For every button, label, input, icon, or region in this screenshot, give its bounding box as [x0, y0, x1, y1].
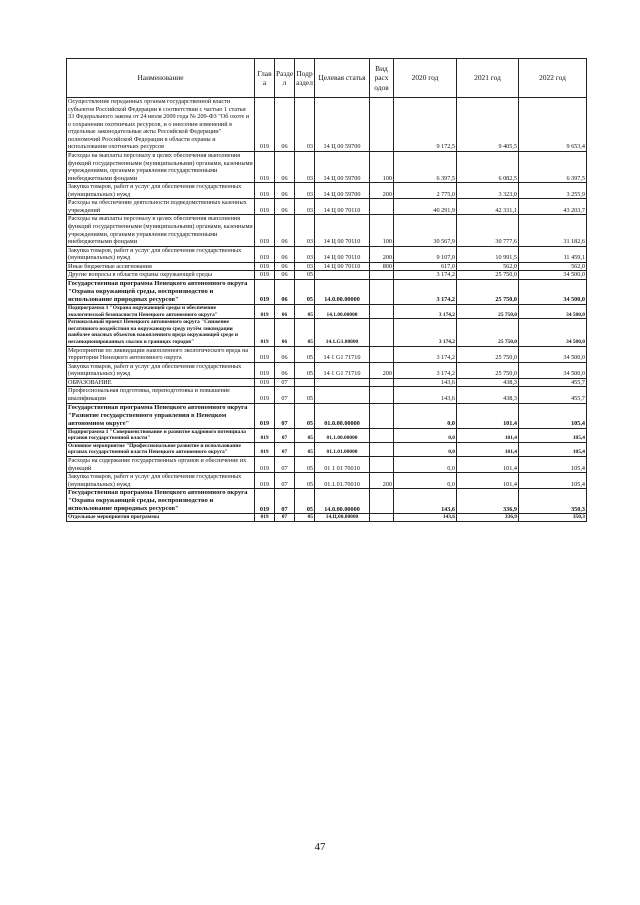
row-razdel-cell: 06	[275, 183, 295, 199]
row-statya-cell	[315, 271, 370, 280]
row-name-cell: Профессиональная подготовка, переподготовка и повышение квалификации	[67, 387, 255, 403]
row-2021-cell: 336,9	[457, 489, 519, 514]
row-2022-cell: 350,3	[519, 514, 587, 522]
row-podrazdel-cell: 03	[295, 98, 315, 152]
row-vid-cell	[370, 98, 394, 152]
row-glava-cell: 019	[255, 428, 275, 442]
row-glava-cell: 019	[255, 98, 275, 152]
row-glava-cell: 019	[255, 183, 275, 199]
table-row	[67, 378, 587, 387]
row-2022-cell: 34 500,0	[519, 319, 587, 346]
row-statya-cell: 14 Ц 00 59700	[315, 151, 370, 182]
row-name-cell: Расходы на выплаты персоналу в целях обеспечения выполнения функций государственными (муниципальными) органами, казенными учреждениями, органами управления государственными внебюджетными фондами	[68, 151, 253, 182]
row-name-cell: Закупка товаров, работ и услуг для обеспечения государственных (муниципальных) нужд	[67, 246, 255, 262]
row-razdel-cell: 07	[275, 473, 295, 489]
row-2022-cell: 562,0	[519, 262, 587, 271]
row-vid-cell	[370, 489, 394, 514]
header-vid: Вид расх одов	[370, 59, 394, 98]
row-vid-cell: 100	[370, 151, 394, 182]
row-podrazdel-cell: 05	[295, 279, 315, 304]
row-2022-cell: 455,7	[519, 378, 587, 387]
row-razdel-cell: 07	[275, 403, 295, 428]
row-statya-cell: 14 Ц 00 70110	[315, 199, 370, 215]
row-2021-cell: 101,4	[457, 442, 519, 456]
table-row	[67, 473, 587, 489]
row-2021-cell: 25 750,0	[457, 346, 519, 362]
row-2020-cell: 40 291,9	[394, 199, 457, 215]
row-glava-cell: 019	[255, 215, 275, 246]
table-row	[67, 215, 587, 246]
table-row	[67, 262, 587, 271]
row-glava-cell: 019	[255, 362, 275, 378]
row-glava-cell: 019	[255, 514, 275, 522]
row-2020-cell: 2 775,0	[394, 183, 457, 199]
row-2022-cell: 31 182,6	[519, 215, 587, 246]
row-podrazdel-cell: 03	[295, 262, 315, 271]
row-statya-cell: 14.0.00.00000	[315, 489, 370, 514]
row-2021-cell: 42 331,1	[457, 199, 519, 215]
table-row	[67, 271, 587, 280]
row-glava-cell: 019	[255, 305, 275, 319]
row-podrazdel-cell: 03	[295, 246, 315, 262]
row-2022-cell: 105,4	[519, 457, 587, 473]
header-2021: 2021 год	[457, 59, 519, 98]
row-2021-cell: 438,3	[457, 378, 519, 387]
row-statya-cell: 01 1 01 70010	[315, 457, 370, 473]
row-2020-cell: 3 174,2	[394, 319, 457, 346]
row-statya-cell: 14.Ц.00.00000	[315, 514, 370, 522]
row-2020-cell: 0,0	[394, 457, 457, 473]
row-glava-cell: 019	[255, 262, 275, 271]
row-razdel-cell: 06	[275, 199, 295, 215]
row-2022-cell: 350,3	[519, 489, 587, 514]
row-glava-cell: 019	[255, 319, 275, 346]
table-row	[67, 514, 587, 522]
row-2022-cell: 34 500,0	[519, 362, 587, 378]
row-2022-cell: 105,4	[519, 403, 587, 428]
row-razdel-cell: 07	[275, 514, 295, 522]
row-glava-cell: 019	[255, 403, 275, 428]
row-statya-cell: 01.1.01.70010	[315, 473, 370, 489]
row-podrazdel-cell: 05	[295, 473, 315, 489]
row-2021-cell: 25 750,0	[457, 279, 519, 304]
row-name-cell: Подпрограмма 1 "Охрана окружающей среды и обеспечение экологической безопасности Ненецкого автономного округа"	[67, 305, 255, 319]
row-vid-cell: 100	[370, 215, 394, 246]
row-podrazdel-cell: 05	[295, 387, 315, 403]
row-vid-cell	[370, 319, 394, 346]
row-statya-cell: 01.1.00.00000	[315, 428, 370, 442]
row-razdel-cell: 07	[275, 457, 295, 473]
row-razdel-cell: 06	[275, 305, 295, 319]
row-2022-cell: 43 203,7	[519, 199, 587, 215]
row-2020-cell: 143,6	[394, 489, 457, 514]
table-row	[67, 442, 587, 456]
row-2021-cell: 101,4	[457, 457, 519, 473]
row-2022-cell: 9 653,4	[519, 98, 587, 152]
row-razdel-cell: 06	[275, 346, 295, 362]
row-name-cell: Основное мероприятие "Профессиональное развитие и использование органах государственной власти Ненецкого автономного округа"	[67, 442, 255, 456]
row-statya-cell	[315, 378, 370, 387]
row-vid-cell	[370, 514, 394, 522]
row-statya-cell: 14 Ц 00 70110	[315, 246, 370, 262]
table-row	[67, 279, 587, 304]
budget-table	[66, 58, 587, 522]
row-2022-cell: 34 500,0	[519, 305, 587, 319]
row-name-cell: Закупка товаров, работ и услуг для обеспечения государственных (муниципальных) нужд	[67, 473, 255, 489]
row-2021-cell: 9 405,5	[457, 98, 519, 152]
row-vid-cell: 200	[370, 183, 394, 199]
row-vid-cell	[370, 378, 394, 387]
row-2021-cell: 101,4	[457, 428, 519, 442]
row-razdel-cell: 06	[275, 151, 295, 182]
row-vid-cell: 800	[370, 262, 394, 271]
row-name-cell: Другие вопросы в области охраны окружающей среды	[67, 271, 255, 280]
header-2020: 2020 год	[394, 59, 457, 98]
row-name-cell: Иные бюджетные ассигнования	[67, 262, 255, 271]
row-2022-cell: 34 500,0	[519, 271, 587, 280]
row-glava-cell: 019	[255, 246, 275, 262]
row-2021-cell: 25 750,0	[457, 305, 519, 319]
row-name-cell: ОБРАЗОВАНИЕ	[67, 378, 255, 387]
budget-page	[66, 58, 586, 522]
row-statya-cell: 14 Ц 00 59700	[315, 98, 370, 152]
table-row	[67, 362, 587, 378]
table-row	[67, 387, 587, 403]
table-row	[67, 305, 587, 319]
row-2021-cell: 25 750,0	[457, 362, 519, 378]
row-glava-cell: 019	[255, 489, 275, 514]
table-row	[67, 98, 587, 152]
row-vid-cell	[370, 403, 394, 428]
header-name: Наименование	[67, 59, 255, 98]
row-podrazdel-cell: 03	[295, 183, 315, 199]
row-razdel-cell: 06	[275, 362, 295, 378]
row-name-cell: Региональный проект Ненецкого автономного округа "Снижение негативного воздействия на окружающую среду путём ликвидации наиболее опасных объектов накопленного вреда окружающей среде и несанкционированных свалок в границах городов"	[67, 319, 255, 346]
row-name-cell: Осуществление переданных органам государственной власти субъектов Российской Федерации в соответствии с частью 1 статьи 33 Федерального закона от 24 июля 2009 года № 209-ФЗ "Об охоте и о сохранении охотничьих ресурсов, и о внесении изменений в отдельные законодательные акты Российской Федерации" полномочий Российской Федерации в области охраны и использования охотничьих ресурсов	[67, 98, 255, 152]
row-2022-cell: 11 459,1	[519, 246, 587, 262]
table-row	[67, 428, 587, 442]
row-vid-cell	[370, 279, 394, 304]
row-statya-cell	[315, 387, 370, 403]
row-2020-cell: 143,6	[394, 514, 457, 522]
row-razdel-cell: 07	[275, 489, 295, 514]
row-razdel-cell: 06	[275, 319, 295, 346]
row-statya-cell: 14 1 G1 71710	[315, 346, 370, 362]
row-podrazdel-cell: 03	[295, 151, 315, 182]
row-2020-cell: 0,0	[394, 403, 457, 428]
row-razdel-cell: 07	[275, 387, 295, 403]
row-statya-cell: 01.1.01.00000	[315, 442, 370, 456]
page-number: 47	[314, 841, 326, 853]
table-row	[67, 199, 587, 215]
row-statya-cell: 14 Ц 00 59700	[315, 183, 370, 199]
row-2022-cell: 34 500,0	[519, 279, 587, 304]
row-2021-cell: 6 082,5	[457, 151, 519, 182]
table-row	[67, 489, 587, 514]
row-2021-cell: 101,4	[457, 473, 519, 489]
row-razdel-cell: 07	[275, 378, 295, 387]
row-2021-cell: 438,3	[457, 387, 519, 403]
row-podrazdel-cell: 05	[295, 305, 315, 319]
row-2020-cell: 3 174,2	[394, 362, 457, 378]
row-2020-cell: 3 174,2	[394, 271, 457, 280]
row-2022-cell: 6 397,5	[519, 151, 587, 182]
row-podrazdel-cell: 03	[295, 215, 315, 246]
row-podrazdel-cell	[295, 378, 315, 387]
row-name-cell: Расходы на содержание государственных органов и обеспечение их функций	[67, 457, 255, 473]
row-vid-cell: 200	[370, 473, 394, 489]
row-name-cell: Государственная программа Ненецкого автономного округа "Охрана окружающей среды, воспроизводство и использование природных ресурсов"	[67, 489, 255, 514]
row-2020-cell: 3 174,2	[394, 279, 457, 304]
table-row	[67, 183, 587, 199]
row-glava-cell: 019	[255, 387, 275, 403]
table-row	[67, 151, 587, 182]
row-2022-cell: 455,7	[519, 387, 587, 403]
row-2022-cell: 105,4	[519, 442, 587, 456]
row-statya-cell: 14.1.00.00000	[315, 305, 370, 319]
table-row	[67, 457, 587, 473]
row-2022-cell: 105,4	[519, 428, 587, 442]
row-2020-cell: 0,0	[394, 442, 457, 456]
row-2021-cell: 25 750,0	[457, 271, 519, 280]
row-2020-cell: 143,6	[394, 387, 457, 403]
row-2021-cell: 30 777,6	[457, 215, 519, 246]
table-row	[67, 403, 587, 428]
row-statya-cell: 14 1 G1 71710	[315, 362, 370, 378]
header-statya: Целевая статья	[315, 59, 370, 98]
row-2021-cell: 562,0	[457, 262, 519, 271]
row-glava-cell: 019	[255, 271, 275, 280]
row-name-cell: Закупка товаров, работ и услуг для обеспечения государственных (муниципальных) нужд	[67, 183, 255, 199]
row-vid-cell: 200	[370, 362, 394, 378]
row-glava-cell: 019	[255, 442, 275, 456]
row-2021-cell: 3 323,0	[457, 183, 519, 199]
row-vid-cell	[370, 305, 394, 319]
row-vid-cell	[370, 387, 394, 403]
row-vid-cell	[370, 199, 394, 215]
row-statya-cell: 01.0.00.00000	[315, 403, 370, 428]
row-podrazdel-cell: 05	[295, 428, 315, 442]
row-name-cell: Государственная программа Ненецкого автономного округа "Развитие государственного управления в Ненецком автономном округе"	[67, 403, 255, 428]
row-podrazdel-cell: 05	[295, 319, 315, 346]
row-2022-cell: 105,4	[519, 473, 587, 489]
row-2021-cell: 25 750,0	[457, 319, 519, 346]
row-name-cell: Государственная программа Ненецкого автономного округа "Охрана окружающей среды, воспроизводство и использование природных ресурсов"	[67, 279, 255, 304]
header-podrazdel: Подр аздел	[295, 59, 315, 98]
row-2022-cell: 3 255,9	[519, 183, 587, 199]
header-razdel: Разде л	[275, 59, 295, 98]
row-podrazdel-cell: 05	[295, 514, 315, 522]
row-2021-cell: 336,9	[457, 514, 519, 522]
row-name-cell: Мероприятия по ликвидации накопленного экологического вреда на территории Ненецкого автономного округа	[67, 346, 255, 362]
row-statya-cell: 14 Ц 00 70110	[315, 215, 370, 246]
row-vid-cell	[370, 271, 394, 280]
row-podrazdel-cell: 05	[295, 457, 315, 473]
table-row	[67, 319, 587, 346]
row-glava-cell: 019	[255, 199, 275, 215]
row-statya-cell: 14.1.G1.00000	[315, 319, 370, 346]
row-2020-cell: 9 107,0	[394, 246, 457, 262]
row-glava-cell: 019	[255, 346, 275, 362]
row-2020-cell: 0,0	[394, 473, 457, 489]
row-statya-cell: 14 Ц 00 70110	[315, 262, 370, 271]
row-razdel-cell: 06	[275, 279, 295, 304]
table-row	[67, 346, 587, 362]
row-razdel-cell: 07	[275, 442, 295, 456]
row-glava-cell: 019	[255, 473, 275, 489]
row-2020-cell: 30 567,9	[394, 215, 457, 246]
row-glava-cell: 019	[255, 151, 275, 182]
row-2020-cell: 9 172,5	[394, 98, 457, 152]
row-glava-cell: 019	[255, 279, 275, 304]
row-2020-cell: 6 397,5	[394, 151, 457, 182]
row-podrazdel-cell: 05	[295, 271, 315, 280]
row-podrazdel-cell: 05	[295, 362, 315, 378]
row-2020-cell: 617,0	[394, 262, 457, 271]
row-2022-cell: 34 500,0	[519, 346, 587, 362]
row-2021-cell: 10 991,5	[457, 246, 519, 262]
row-name-cell: Отдельные мероприятия программы	[67, 514, 255, 522]
table-row	[67, 246, 587, 262]
row-razdel-cell: 06	[275, 262, 295, 271]
row-podrazdel-cell: 03	[295, 199, 315, 215]
row-2020-cell: 3 174,2	[394, 346, 457, 362]
row-razdel-cell: 06	[275, 98, 295, 152]
row-razdel-cell: 06	[275, 215, 295, 246]
row-2020-cell: 3 174,2	[394, 305, 457, 319]
row-razdel-cell: 06	[275, 271, 295, 280]
row-glava-cell: 019	[255, 378, 275, 387]
row-2021-cell: 101,4	[457, 403, 519, 428]
table-header-row	[67, 59, 587, 98]
row-name-cell: Расходы на обеспечение деятельности подведомственных казенных учреждений	[67, 199, 255, 215]
header-glava: Глав а	[255, 59, 275, 98]
row-name-cell: Подпрограмма 1 "Совершенствование и развитие кадрового потенциала органов государственной власти"	[67, 428, 255, 442]
row-razdel-cell: 07	[275, 428, 295, 442]
row-name-cell: Расходы на выплаты персоналу в целях обеспечения выполнения функций государственными (муниципальными) органами, казенными учреждениями, органами управления государственными внебюджетными фондами	[68, 215, 253, 246]
row-razdel-cell: 06	[275, 246, 295, 262]
row-vid-cell	[370, 442, 394, 456]
row-name-cell: Закупка товаров, работ и услуг для обеспечения государственных (муниципальных) нужд	[67, 362, 255, 378]
header-2022: 2022 год	[519, 59, 587, 98]
row-2020-cell: 143,6	[394, 378, 457, 387]
row-vid-cell	[370, 457, 394, 473]
row-2020-cell: 0,0	[394, 428, 457, 442]
row-podrazdel-cell: 05	[295, 489, 315, 514]
row-vid-cell: 200	[370, 246, 394, 262]
row-glava-cell: 019	[255, 457, 275, 473]
row-podrazdel-cell: 05	[295, 346, 315, 362]
table-body	[67, 98, 587, 522]
row-podrazdel-cell: 05	[295, 442, 315, 456]
row-podrazdel-cell: 05	[295, 403, 315, 428]
row-vid-cell	[370, 346, 394, 362]
row-vid-cell	[370, 428, 394, 442]
row-statya-cell: 14.0.00.00000	[315, 279, 370, 304]
